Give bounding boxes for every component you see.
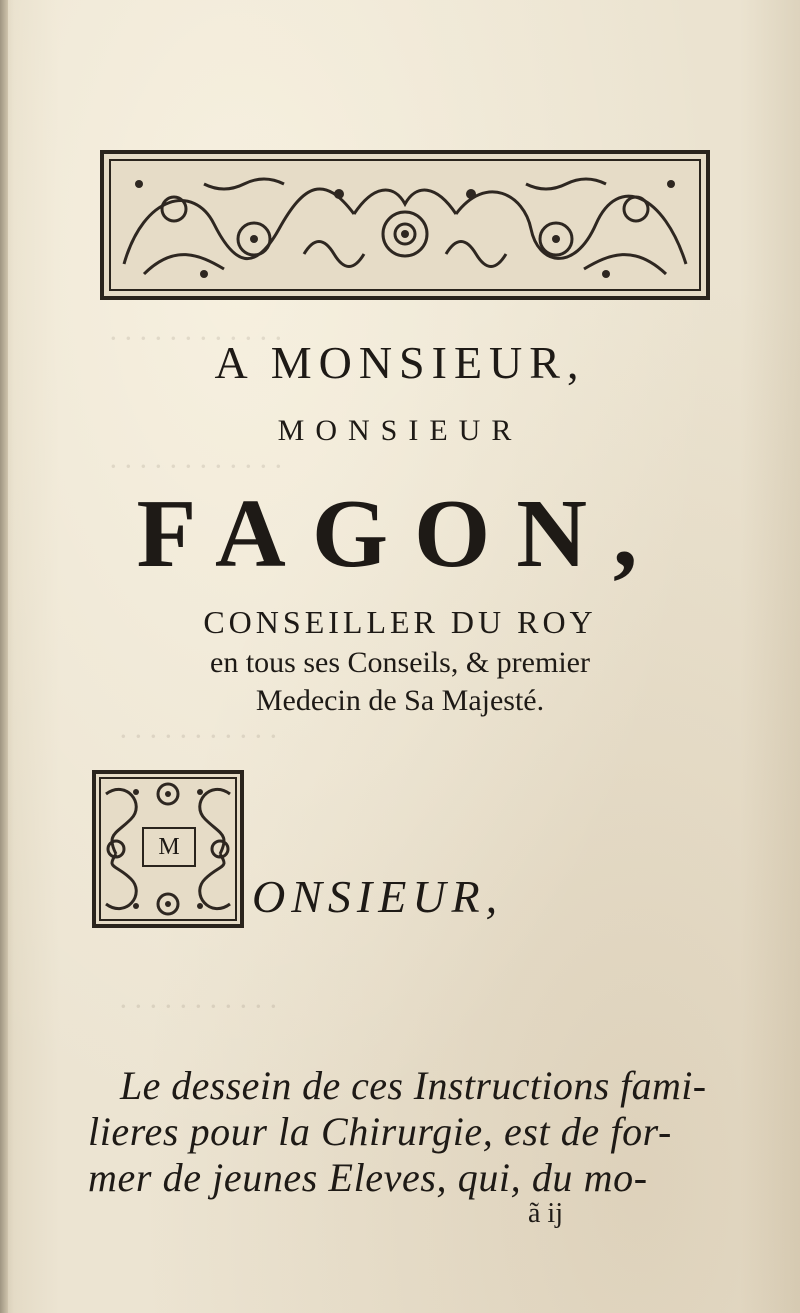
show-through-texture: · · · · · · · · · · · · · · · · · · · · · · · · · · · · · · · · · · · · · · · · · · · · · ·: [110, 322, 283, 1023]
body-text-line: lieres pour la Chirurgie, est de for-: [88, 1109, 672, 1154]
body-text-line: Le dessein de ces Instructions fami-: [120, 1063, 707, 1108]
ornamental-initial: [92, 770, 244, 928]
initial-letter: M: [142, 827, 196, 867]
dedication-line-1: A MONSIEUR,: [214, 337, 586, 388]
salutation: ONSIEUR,: [252, 871, 504, 922]
dedication-line-5: en tous ses Conseils, & premier: [210, 646, 590, 679]
signature-mark: ã ij: [528, 1198, 563, 1229]
ornamental-headpiece: [100, 150, 710, 300]
dedication-line-4: CONSEILLER DU ROY: [203, 604, 597, 640]
dedication-line-6: Medecin de Sa Majesté.: [255, 684, 545, 717]
dedication-line-2: MONSIEUR: [277, 414, 523, 447]
dedicatee-name: FAGON,: [136, 480, 664, 588]
body-text-line: mer de jeunes Eleves, qui, du mo-: [88, 1155, 648, 1200]
